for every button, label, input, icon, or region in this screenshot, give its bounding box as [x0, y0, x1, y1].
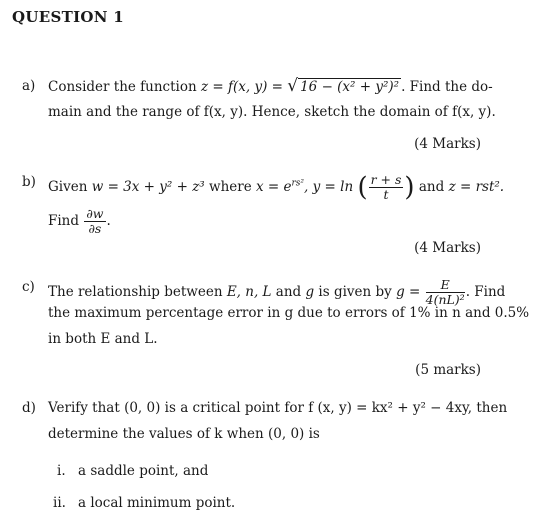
- part-b-and: and: [418, 179, 449, 195]
- part-b-where: where: [204, 179, 256, 195]
- part-d-line1: Verify that (0, 0) is a critical point for f (x, y) = kx² + y² − 4xy, then: [48, 400, 508, 416]
- sqrt-icon: √: [287, 76, 299, 96]
- paren-right-icon: ): [404, 172, 415, 203]
- part-a-text-pre: Consider the function: [48, 79, 201, 95]
- part-d-item-label: i.: [57, 463, 66, 479]
- part-c-fraction: [426, 278, 465, 307]
- part-b-find-line: [48, 207, 111, 236]
- part-c-vars: E, n, L: [226, 284, 272, 300]
- part-c-given: is given by: [314, 284, 397, 300]
- part-b-label: b): [22, 174, 36, 190]
- part-d-label: d): [22, 400, 36, 416]
- part-b-frac-num: r + s: [370, 172, 402, 187]
- part-d-item-text: a local minimum point.: [78, 495, 236, 511]
- part-b-fraction: [369, 173, 404, 202]
- part-a-line2: main and the range of f(x, y). Hence, sketch the domain of f(x, y).: [48, 104, 496, 120]
- part-b-text-pre: Given: [48, 179, 92, 195]
- part-a-function: z = f(x, y) =: [200, 79, 288, 95]
- part-c-frac-num: E: [426, 278, 465, 293]
- part-a-line1: [48, 77, 493, 96]
- part-a-sqrt-content: 16 − (x² + y²)²: [300, 79, 400, 95]
- part-b-y-def: , y = ln: [304, 179, 354, 195]
- part-b-x-def: x = e: [256, 179, 292, 195]
- part-a-text-post: . Find the do-: [401, 79, 493, 95]
- part-d-line2: determine the values of k when (0, 0) is: [48, 426, 320, 442]
- part-b-z-def: z = rst².: [448, 179, 505, 195]
- part-c-line3: in both E and L.: [48, 331, 158, 347]
- part-d-item-text: a saddle point, and: [78, 463, 209, 479]
- part-c-find: . Find: [465, 284, 506, 300]
- part-c-g: g: [305, 284, 315, 300]
- part-d-item-label: ii.: [53, 495, 66, 511]
- part-b-dfrac-den: ∂s: [88, 221, 102, 236]
- part-c-frac-den: 4(nL)²: [425, 292, 465, 307]
- paren-left-icon: (: [357, 172, 368, 203]
- part-c-label: c): [22, 279, 35, 295]
- part-c-marks: (5 marks): [415, 362, 481, 378]
- question-heading: QUESTION 1: [12, 8, 125, 26]
- part-b-w-def: w = 3x + y² + z³: [91, 179, 205, 195]
- part-b-dfrac-num: ∂w: [86, 206, 104, 221]
- part-b-frac-den: t: [383, 187, 389, 202]
- part-c-line1: [48, 278, 505, 307]
- part-b-derivative: [84, 207, 105, 236]
- part-a-label: a): [22, 78, 36, 94]
- part-c-text-pre: The relationship between: [48, 284, 227, 300]
- part-c-and: and: [271, 284, 306, 300]
- part-b-x-exp: rs²: [291, 178, 305, 189]
- part-c-line2: the maximum percentage error in g due to errors of 1% in n and 0.5%: [48, 305, 530, 321]
- part-c-g-eq: g =: [396, 284, 425, 300]
- part-b-find: Find: [48, 213, 80, 229]
- part-a-marks: (4 Marks): [414, 136, 481, 152]
- part-b-dot: .: [106, 213, 111, 229]
- part-b-line1: [48, 173, 504, 202]
- part-b-marks: (4 Marks): [414, 240, 481, 256]
